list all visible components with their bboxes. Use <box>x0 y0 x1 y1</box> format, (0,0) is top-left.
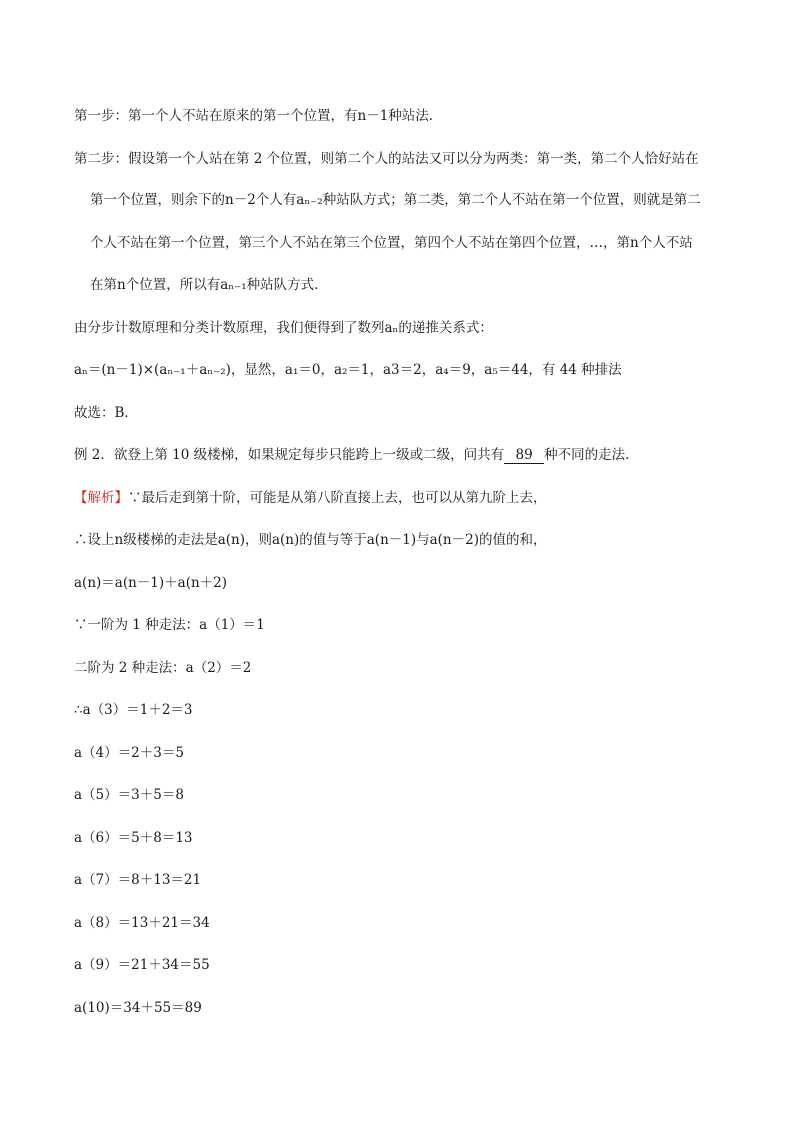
analysis-text: ∵最后走到第十阶，可能是从第八阶直接上去，也可以从第九阶上去， <box>128 490 547 506</box>
example-2-question <box>74 445 639 465</box>
definition-line: ∴设上n级楼梯的走法是a(n)，则a(n)的值与等于a(n－1)与a(n－2)的值的和， <box>74 532 547 548</box>
step-two-continued-1: 第一个位置，则余下的n－2个人有aₙ₋₂种站队方式；第二类，第二个人不站在第一个位置，则就是第二 <box>90 192 701 208</box>
value-a4: a（4）＝2＋3＝5 <box>74 745 184 761</box>
value-a10: a(10)＝34＋55＝89 <box>74 1000 202 1016</box>
recurrence-an: a(n)＝a(n－1)＋a(n＋2) <box>74 575 228 591</box>
value-a5: a（5）＝3＋5＝8 <box>74 787 184 803</box>
analysis-tag: 【解析】 <box>74 490 128 506</box>
value-a8: a（8）＝13＋21＝34 <box>74 915 210 931</box>
answer-blank: 89 <box>504 447 544 464</box>
step-two-continued-2: 个人不站在第一个位置，第三个人不站在第三个位置，第四个人不站在第四个位置，…，第n个人不站 <box>90 235 693 251</box>
step-two-case: 二阶为 2 种走法：a（2）＝2 <box>74 660 252 676</box>
step-one-text: 第一步：第一个人不站在原来的第一个位置，有n－1种站法． <box>74 108 443 124</box>
value-a3: ∴a（3）＝1＋2＝3 <box>74 702 193 718</box>
recurrence-formula: aₙ＝(n－1)×(aₙ₋₁＋aₙ₋₂)，显然，a₁＝0，a₂＝1，a3＝2，a₄＝9，a₅＝44，有 44 种排法 <box>74 362 622 378</box>
answer-choice: 故选：B． <box>74 405 138 421</box>
analysis-line <box>74 488 547 508</box>
step-two-continued-3: 在第n个位置，所以有aₙ₋₁种站队方式． <box>90 277 328 293</box>
recurrence-intro: 由分步计数原理和分类计数原理，我们便得到了数列aₙ的递推关系式： <box>74 320 493 336</box>
example-2-prefix: 例 2．欲登上第 10 级楼梯，如果规定每步只能跨上一级或二级，问共有 <box>74 447 505 463</box>
step-two-text: 第二步：假设第一个人站在第 2 个位置，则第二个人的站法又可以分为两类：第一类，第二个人恰好站在 <box>74 151 699 167</box>
step-one-case: ∵一阶为 1 种走法：a（1）＝1 <box>74 617 265 633</box>
value-a9: a（9）＝21＋34＝55 <box>74 957 210 973</box>
value-a6: a（6）＝5＋8＝13 <box>74 830 193 846</box>
value-a7: a（7）＝8＋13＝21 <box>74 872 202 888</box>
example-2-suffix: 种不同的走法． <box>544 447 639 463</box>
